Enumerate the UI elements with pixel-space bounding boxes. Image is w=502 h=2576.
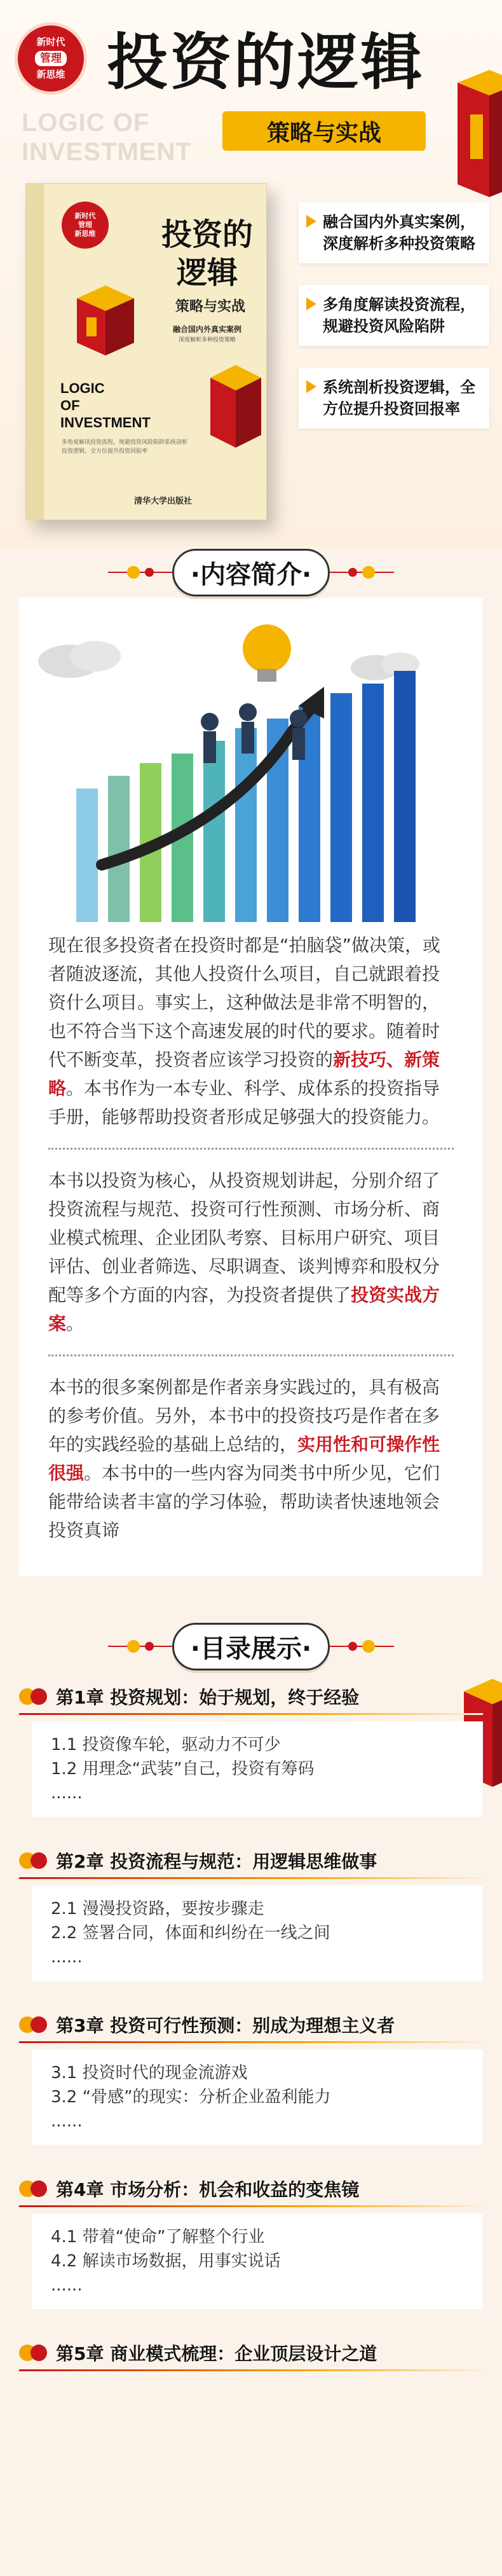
book-english-title <box>60 380 151 431</box>
list-item: 2.2 签署合同，体面和纠纷在一线之间 <box>51 1924 330 1943</box>
header-dot <box>362 1640 375 1653</box>
list-item: 2.1 漫漫投资路，要按步骤走 <box>51 1899 264 1918</box>
toc-section-header <box>0 1621 502 1672</box>
chapter-header <box>19 1842 483 1879</box>
list-item: 1.1 投资像车轮，驱动力不可少 <box>51 1735 281 1754</box>
book-logo <box>62 202 109 249</box>
chapter-title: 第2章 投资流程与规范：用逻辑思维做事 <box>56 1851 377 1872</box>
list-item: 1.2 用理念“武装”自己，投资有筹码 <box>51 1760 315 1779</box>
subtitle-banner: 策略与实战 <box>222 111 426 151</box>
book-spine <box>26 184 44 520</box>
book-cover <box>25 183 267 520</box>
book-logo-line-2: 管理 <box>78 220 92 229</box>
chapter-underline <box>19 1877 483 1879</box>
brand-badge <box>18 25 84 92</box>
list-item: 3.2 “骨感”的现实：分析企业盈利能力 <box>51 2088 331 2107</box>
book-subtitle: 策略与实战 <box>175 299 245 315</box>
text: 本书的很多案例都是作者亲身实践过的，具有极高的参考价值。另外，本书中的投资技巧是作者在多年的实践经验的基础上总结的， <box>48 1377 440 1455</box>
growth-chart-illustration <box>19 598 483 928</box>
highlight-text: 实用性和可操作性很强 <box>48 1434 440 1484</box>
chapter-items <box>32 1721 483 1817</box>
red-dot-icon <box>31 2180 47 2197</box>
list-item: ...... <box>51 2276 83 2295</box>
hero-section <box>0 0 502 547</box>
english-title-line-1: LOGIC OF <box>22 109 150 137</box>
intro-paragraph-3 <box>48 1373 454 1545</box>
chapter-items <box>32 2049 483 2145</box>
english-title-line-2: INVESTMENT <box>22 138 192 166</box>
list-item: 4.2 解读市场数据，用事实说话 <box>51 2252 281 2271</box>
feature-list <box>299 202 489 450</box>
chapter-items <box>32 2214 483 2309</box>
chapter-header <box>19 1678 483 1715</box>
dotted-divider <box>48 1354 454 1356</box>
chapter-underline <box>19 2369 483 2371</box>
text: 现在很多投资者在投资时都是“拍脑袋”做决策，或者随波逐流，其他人投资什么项目，自己就跟着投资什么项目。事实上，这种做法是非常不明智的，也不符合当下这个高速发展的时代的要求。随着时代不断变革，投资者应该学习投资的 <box>48 935 441 1070</box>
chapter-header <box>19 2334 483 2371</box>
intro-paragraph-1 <box>48 931 454 1131</box>
hero-title: 投资的逻辑 <box>107 27 424 98</box>
intro-text <box>19 931 483 1576</box>
intro-paragraph-2 <box>48 1166 454 1338</box>
text: 。本书中的一些内容为同类书中所少见，它们能带给读者丰富的学习体验，帮助读者快速地领会投资真谛 <box>48 1463 440 1541</box>
header-dot <box>127 566 140 579</box>
header-dot <box>145 568 154 577</box>
list-item: ...... <box>51 1948 83 1967</box>
chapter-header <box>19 2170 483 2207</box>
red-dot-icon <box>31 1852 47 1869</box>
book-title: 投资的逻辑 <box>161 217 253 291</box>
feature-item <box>299 202 489 263</box>
header-dot <box>348 568 357 577</box>
triangle-bullet-icon <box>306 298 316 310</box>
book-english-line-1: LOGIC <box>60 380 105 396</box>
red-dot-icon <box>31 1688 47 1705</box>
chapter <box>19 1842 483 1981</box>
triangle-bullet-icon <box>306 215 316 228</box>
chapter-title: 第4章 市场分析：机会和收益的变焦镜 <box>56 2179 360 2200</box>
english-title <box>22 108 192 167</box>
chapter-title: 第1章 投资规划：始于规划，终于经验 <box>56 1687 360 1708</box>
intro-heading: ·内容简介· <box>172 549 330 596</box>
cube-illustration-icon <box>207 362 264 451</box>
list-item: ...... <box>51 2112 83 2131</box>
chapter <box>19 2170 483 2309</box>
book-logo-line-3: 新思维 <box>74 230 96 238</box>
book-publisher: 清华大学出版社 <box>134 497 193 506</box>
header-dot <box>348 1642 357 1651</box>
book-english-line-3: INVESTMENT <box>60 415 151 430</box>
feature-item <box>299 368 489 429</box>
chapter-title: 第3章 投资可行性预测：别成为理想主义者 <box>56 2015 395 2036</box>
feature-item <box>299 285 489 346</box>
badge-line-3: 新思维 <box>36 69 65 81</box>
chapter <box>19 2006 483 2145</box>
text: 。本书作为一本专业、科学、成体系的投资指导手册，能够帮助投资者形成足够强大的投资能力。 <box>48 1078 440 1127</box>
list-item: 3.1 投资时代的现金流游戏 <box>51 2063 248 2083</box>
decorative-blocks-icon <box>445 70 502 210</box>
book-english-line-2: OF <box>60 397 80 413</box>
feature-text: 融合国内外真实案例，深度解析多种投资策略 <box>323 213 475 252</box>
list-item: ...... <box>51 1784 83 1803</box>
toc-heading: ·目录展示· <box>172 1623 330 1670</box>
header-dot <box>362 566 375 579</box>
header-dot <box>127 1640 140 1653</box>
red-dot-icon <box>31 2016 47 2033</box>
triangle-bullet-icon <box>306 380 316 393</box>
intro-section <box>19 598 483 1576</box>
chapter-header <box>19 2006 483 2043</box>
book-logo-line-1: 新时代 <box>74 211 96 220</box>
book-tag-small: 深度解析多种投资策略 <box>178 337 236 343</box>
list-item: 4.1 带着“使命”了解整个行业 <box>51 2228 265 2247</box>
badge-line-1: 新时代 <box>36 36 65 48</box>
book-description: 多角度解读投资流程，规避投资风险陷阱系统剖析投资逻辑，全方位提升投资回报率 <box>62 439 188 455</box>
highlight-text: 投资实战方案 <box>48 1285 440 1334</box>
dotted-divider <box>48 1148 454 1150</box>
chapter-items <box>32 1885 483 1981</box>
toc-section <box>0 1672 502 2371</box>
highlight-text: 新技巧、新策略 <box>48 1049 440 1099</box>
intro-section-header <box>0 547 502 598</box>
cube-illustration-icon <box>71 279 140 362</box>
chapter <box>19 2334 483 2371</box>
text: 。 <box>66 1313 85 1334</box>
chapter-underline <box>19 1713 483 1715</box>
book-tag: 融合国内外真实案例 <box>172 325 241 334</box>
text: 本书以投资为核心，从投资规划讲起，分别介绍了投资流程与规范、投资可行性预测、市场分析、商业模式梳理、企业团队考察、目标用户研究、项目评估、创业者筛选、尽职调查、谈判博弈和股权分配等多个方面的内容，为投资者提供了 <box>48 1170 440 1305</box>
red-dot-icon <box>31 2345 47 2361</box>
feature-text: 多角度解读投资流程，规避投资风险陷阱 <box>323 296 475 335</box>
badge-line-2: 管理 <box>35 51 67 67</box>
header-dot <box>145 1642 154 1651</box>
chapter-underline <box>19 2205 483 2207</box>
feature-text: 系统剖析投资逻辑，全方位提升投资回报率 <box>323 378 475 418</box>
chapter-title: 第5章 商业模式梳理：企业顶层设计之道 <box>56 2343 377 2364</box>
chapter-underline <box>19 2041 483 2043</box>
chapter <box>19 1678 483 1817</box>
